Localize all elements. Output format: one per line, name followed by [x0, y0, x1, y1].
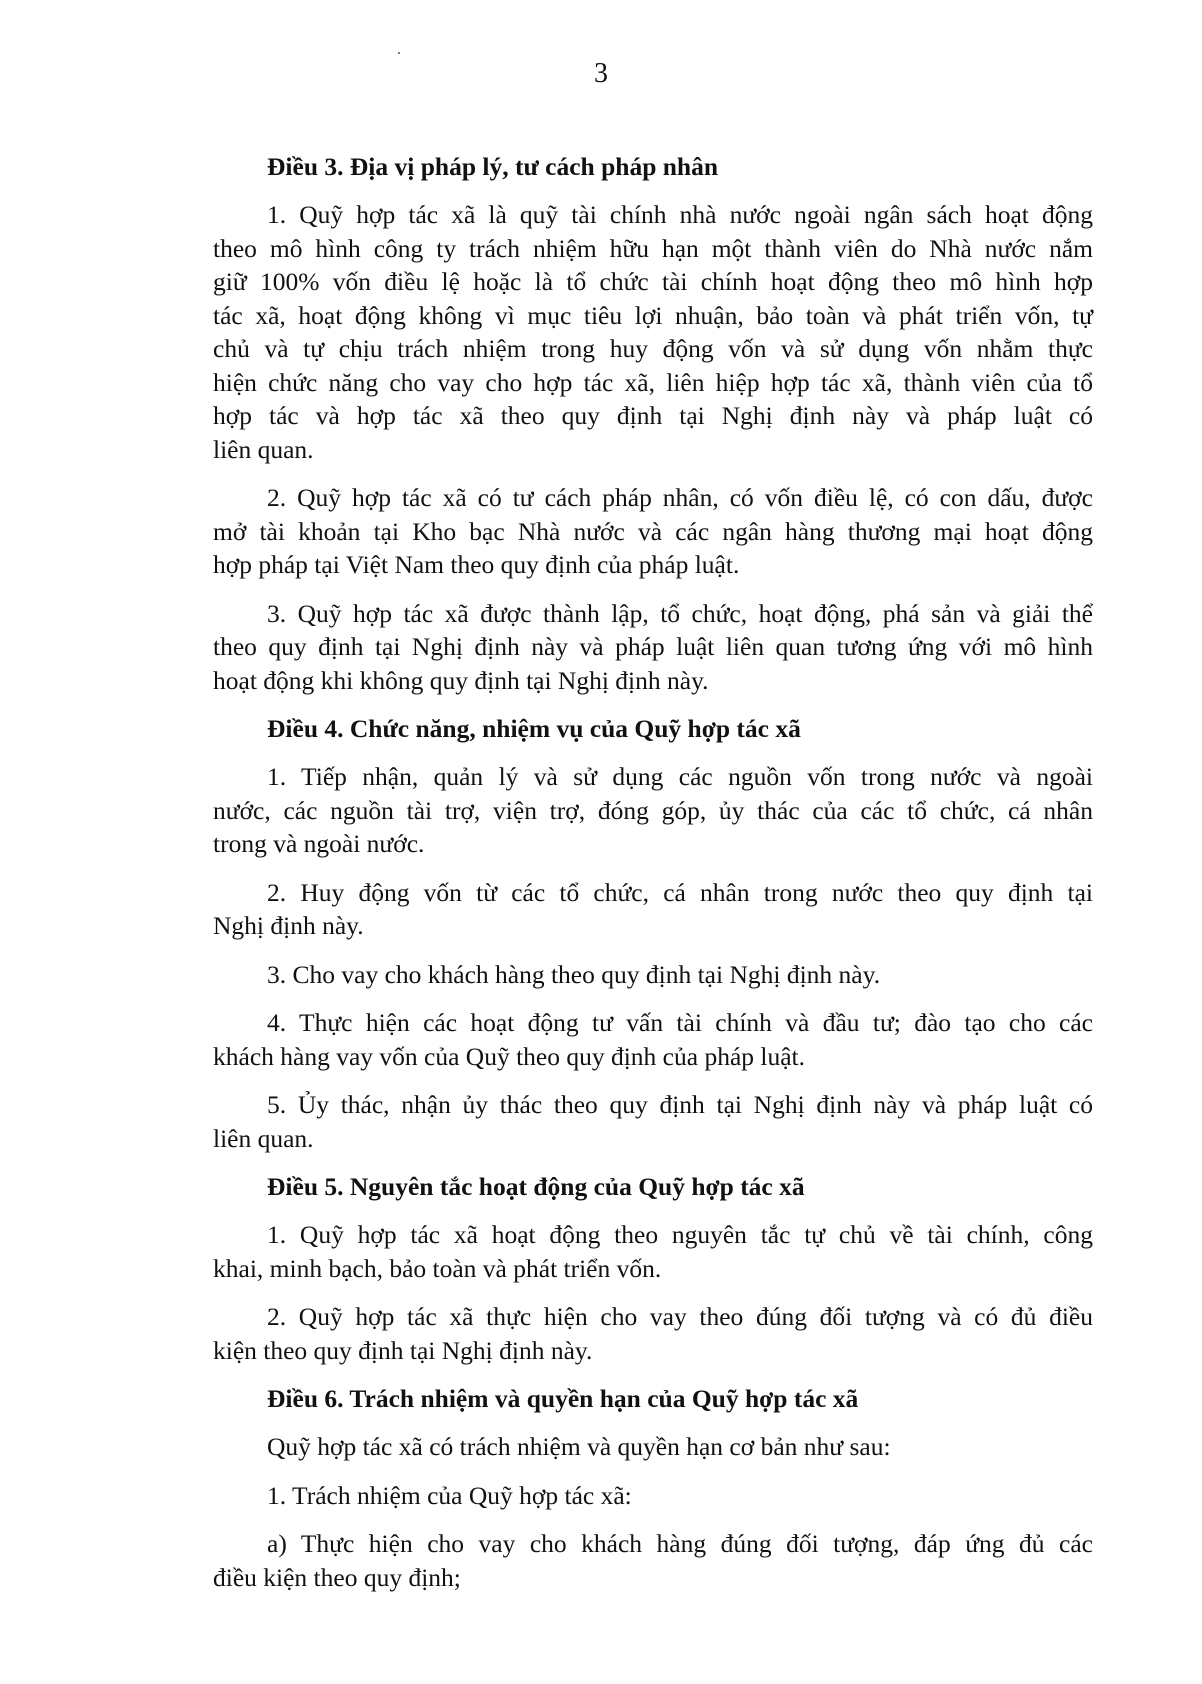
text-line: a) Thực hiện cho vay cho khách hàng đúng đối tượng, đáp ứng đủ các: [267, 1529, 1093, 1558]
paragraph: [213, 1479, 1093, 1513]
paragraph: [213, 1527, 1093, 1594]
paragraph: [213, 1430, 1093, 1464]
text-line: liên quan.: [213, 434, 314, 464]
article-section: [213, 150, 1093, 697]
paragraph: [213, 958, 1093, 992]
text-line: theo mô hình công ty trách nhiệm hữu hạn một thành viên do Nhà nước nắm: [213, 233, 1093, 263]
text-line: 5. Ủy thác, nhận ủy thác theo quy định tại Nghị định này và pháp luật có: [267, 1090, 1093, 1119]
article-section: [213, 1170, 1093, 1367]
text-line: 4. Thực hiện các hoạt động tư vấn tài chính và đầu tư; đào tạo cho các: [267, 1008, 1093, 1037]
article-heading: Điều 5. Nguyên tắc hoạt động của Quỹ hợp tác xã: [267, 1172, 805, 1201]
text-line: hoạt động khi không quy định tại Nghị định này.: [213, 665, 709, 695]
paragraph: [213, 760, 1093, 861]
paragraph: [213, 1300, 1093, 1367]
text-line: khai, minh bạch, bảo toàn và phát triển vốn.: [213, 1253, 662, 1283]
text-line: tác xã, hoạt động không vì mục tiêu lợi nhuận, bảo toàn và phát triển vốn, tự: [213, 300, 1093, 330]
text-line: 1. Tiếp nhận, quản lý và sử dụng các nguồn vốn trong nước và ngoài: [267, 762, 1093, 791]
paragraph: [213, 481, 1093, 582]
article-section: [213, 712, 1093, 1155]
article-heading: Điều 4. Chức năng, nhiệm vụ của Quỹ hợp tác xã: [267, 714, 801, 743]
paragraph: [213, 1088, 1093, 1155]
article-heading: Điều 6. Trách nhiệm và quyền hạn của Quỹ hợp tác xã: [267, 1384, 859, 1413]
article-section: [213, 1382, 1093, 1594]
text-line: hợp tác và hợp tác xã theo quy định tại Nghị định này và pháp luật có: [213, 401, 1093, 430]
text-line: 1. Trách nhiệm của Quỹ hợp tác xã:: [267, 1480, 632, 1510]
page-number: 3: [594, 58, 608, 89]
text-line: theo quy định tại Nghị định này và pháp luật liên quan tương ứng với mô hình: [213, 632, 1093, 661]
article-heading: Điều 3. Địa vị pháp lý, tư cách pháp nhân: [267, 152, 719, 181]
text-line: giữ 100% vốn điều lệ hoặc là tổ chức tài chính hoạt động theo mô hình hợp: [213, 267, 1093, 296]
text-line: điều kiện theo quy định;: [213, 1562, 461, 1592]
text-line: Quỹ hợp tác xã có trách nhiệm và quyền hạn cơ bản như sau:: [267, 1432, 891, 1461]
text-line: 3. Quỹ hợp tác xã được thành lập, tổ chức, hoạt động, phá sản và giải thể: [267, 598, 1093, 628]
text-line: trong và ngoài nước.: [213, 829, 425, 858]
paragraph: [213, 876, 1093, 943]
text-line: Nghị định này.: [213, 911, 364, 940]
text-line: mở tài khoản tại Kho bạc Nhà nước và các ngân hàng thương mại hoạt động: [213, 516, 1093, 546]
paragraph: [213, 1006, 1093, 1073]
text-line: liên quan.: [213, 1123, 314, 1153]
text-line: hợp pháp tại Việt Nam theo quy định của pháp luật.: [213, 550, 740, 579]
paragraph: [213, 198, 1093, 466]
document-body: [213, 150, 1093, 1609]
text-line: nước, các nguồn tài trợ, viện trợ, đóng góp, ủy thác của các tổ chức, cá nhân: [213, 795, 1093, 825]
scan-artifact: [398, 52, 400, 54]
text-line: kiện theo quy định tại Nghị định này.: [213, 1335, 593, 1365]
text-line: 2. Quỹ hợp tác xã thực hiện cho vay theo đúng đối tượng và có đủ điều: [267, 1302, 1093, 1331]
paragraph: [213, 597, 1093, 698]
text-line: khách hàng vay vốn của Quỹ theo quy định của pháp luật.: [213, 1041, 806, 1071]
paragraph: [213, 1218, 1093, 1285]
text-line: chủ và tự chịu trách nhiệm trong huy động vốn và sử dụng vốn nhằm thực: [213, 334, 1093, 363]
text-line: 1. Quỹ hợp tác xã hoạt động theo nguyên tắc tự chủ về tài chính, công: [267, 1220, 1093, 1249]
text-line: 3. Cho vay cho khách hàng theo quy định tại Nghị định này.: [267, 959, 881, 989]
text-line: 2. Quỹ hợp tác xã có tư cách pháp nhân, có vốn điều lệ, có con dấu, được: [267, 483, 1093, 512]
text-line: 2. Huy động vốn từ các tổ chức, cá nhân trong nước theo quy định tại: [267, 877, 1093, 907]
text-line: 1. Quỹ hợp tác xã là quỹ tài chính nhà nước ngoài ngân sách hoạt động: [267, 200, 1093, 229]
text-line: hiện chức năng cho vay cho hợp tác xã, liên hiệp hợp tác xã, thành viên của tổ: [213, 367, 1093, 397]
